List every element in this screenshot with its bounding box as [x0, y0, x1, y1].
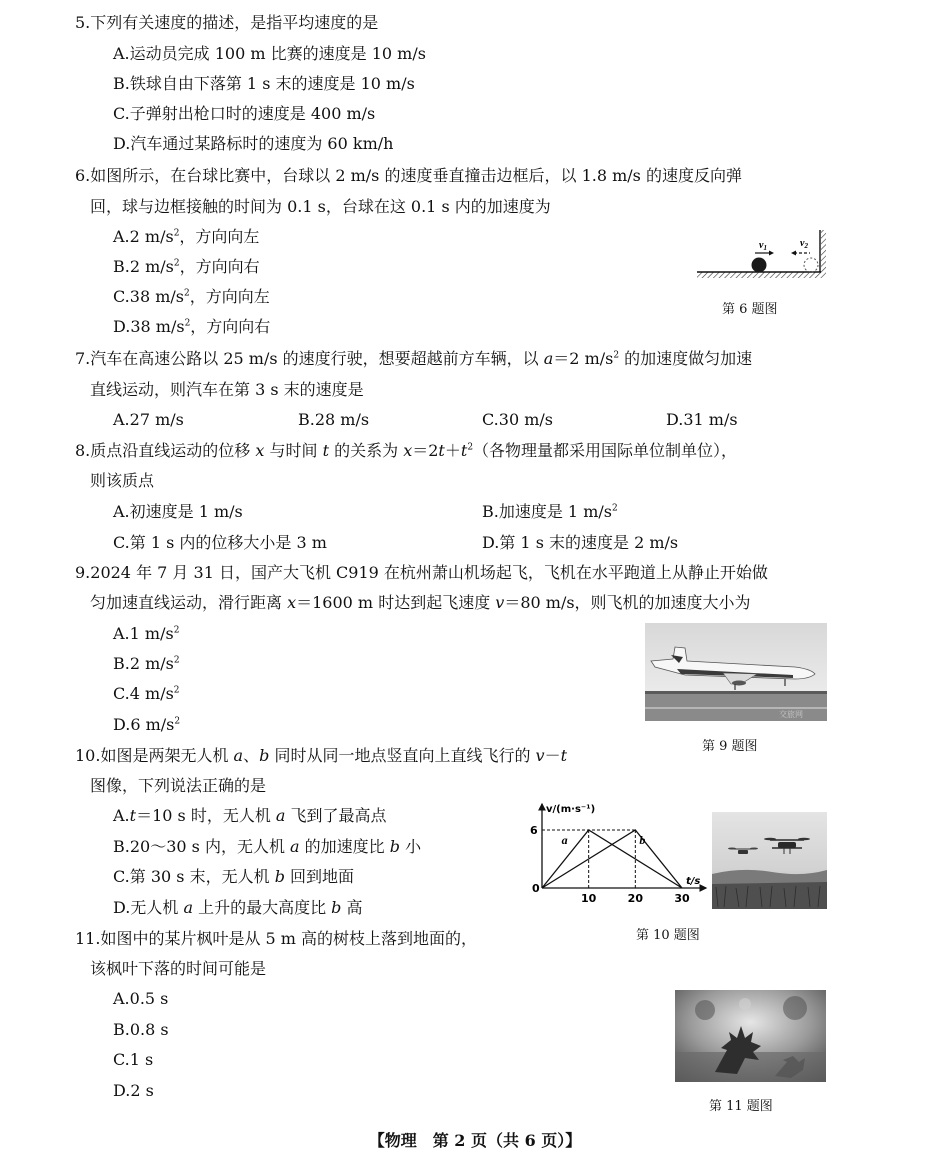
q7-option-c: C.30 m/s	[482, 410, 553, 429]
q11-option-a: A.0.5 s	[113, 989, 169, 1008]
q8-option-b: B.加速度是 1 $m/s^2$	[482, 502, 618, 521]
q9-figure-caption: 第 9 题图	[702, 739, 758, 754]
q6-option-c: C.38 $m/s^2$，方向向左	[113, 287, 270, 306]
q9-option-d: D.6 $m/s^2$	[113, 715, 181, 734]
q9-option-b: B.2 $m/s^2$	[113, 654, 180, 673]
q7-stem-line1: 7.汽车在高速公路以 25 m/s 的速度行驶，想要超越前方车辆，以 a＝2 $m/s^2$ 的加速度做匀加速	[75, 349, 753, 368]
q9-stem-line1: 9.2024 年 7 月 31 日，国产大飞机 C919 在杭州萧山机场起飞，飞机在水平跑道上从静止开始做	[75, 563, 768, 582]
q5-option-d: D.汽车通过某路标时的速度为 60 km/h	[113, 134, 394, 153]
q8-option-d: D.第 1 s 末的速度是 2 m/s	[482, 533, 679, 552]
q7-option-d: D.31 m/s	[666, 410, 738, 429]
q8-stem-line1: 8.质点沿直线运动的位移 x 与时间 t 的关系为 $x=2t+t^2$（各物理量都采用国际单位制单位），	[75, 441, 738, 460]
q5-option-c: C.子弹射出枪口时的速度是 400 m/s	[113, 104, 376, 123]
q6-stem-line1: 6.如图所示，在台球比赛中，台球以 2 m/s 的速度垂直撞击边框后，以 1.8 m/s 的速度反向弹	[75, 166, 742, 185]
series-label-a: a	[561, 833, 568, 847]
q9-option-c: C.4 $m/s^2$	[113, 684, 180, 703]
table-surface-hatch	[697, 272, 821, 278]
q10-option-a: A.t＝10 s 时，无人机 a 飞到了最高点	[113, 806, 387, 825]
q8-stem-line2: 则该质点	[90, 471, 155, 490]
q10-option-b: B.20～30 s 内，无人机 a 的加速度比 b 小	[113, 837, 422, 856]
q6-option-a: A.2 $m/s^2$，方向向左	[113, 227, 260, 246]
q7-option-a: A.27 m/s	[113, 410, 184, 429]
q11-figure-caption: 第 11 题图	[709, 1099, 773, 1114]
q11-option-c: C.1 s	[113, 1050, 154, 1069]
q6-option-b: B.2 $m/s^2$，方向向右	[113, 257, 260, 276]
x-tick-label-10: 10	[581, 892, 597, 905]
q10-option-d: D.无人机 a 上升的最大高度比 b 高	[113, 898, 363, 917]
q5-option-a: A.运动员完成 100 m 比赛的速度是 10 m/s	[113, 44, 426, 63]
q8-option-c: C.第 1 s 内的位移大小是 3 m	[113, 533, 327, 552]
q6-billiard-figure	[695, 228, 827, 284]
rebound-ball-outline	[804, 258, 818, 272]
q11-option-b: B.0.8 s	[113, 1020, 169, 1039]
q11-maple-leaf-photo	[675, 990, 826, 1082]
cushion-hatch	[821, 230, 826, 278]
y-tick-label-6: 6	[530, 824, 538, 837]
photo-watermark: 交旅网	[779, 710, 803, 719]
billiard-ball	[752, 258, 767, 273]
q10-vt-graph	[520, 800, 710, 912]
q5-option-b: B.铁球自由下落第 1 s 末的速度是 10 m/s	[113, 74, 415, 93]
q6-option-d: D.38 $m/s^2$，方向向右	[113, 317, 271, 336]
q10-figure-caption: 第 10 题图	[636, 928, 700, 943]
series-label-b: b	[639, 833, 646, 847]
q9-stem-line2: 匀加速直线运动，滑行距离 x＝1600 m 时达到起飞速度 v＝80 m/s，则飞机的加速度大小为	[90, 593, 751, 612]
q7-stem-line2: 直线运动，则汽车在第 3 s 末的速度是	[90, 380, 364, 399]
x-axis-label: t/s	[686, 876, 701, 887]
q5-stem: 5.下列有关速度的描述，是指平均速度的是	[75, 13, 379, 32]
q11-option-d: D.2 s	[113, 1081, 154, 1100]
page-footer: 【物理 第 2 页（共 6 页）】	[368, 1131, 582, 1150]
x-tick-label-30: 30	[674, 892, 690, 905]
q10-stem-line1: 10.如图是两架无人机 a、b 同时从同一地点竖直向上直线飞行的 v－t	[75, 746, 568, 765]
q11-stem-line2: 该枫叶下落的时间可能是	[90, 959, 267, 978]
v2-arrowhead	[791, 251, 796, 256]
q9-option-a: A.1 $m/s^2$	[113, 624, 180, 643]
q7-option-b: B.28 m/s	[298, 410, 370, 429]
q6-stem-line2: 回，球与边框接触的时间为 0.1 s，台球在这 0.1 s 内的加速度为	[90, 197, 551, 216]
q11-stem-line1: 11.如图中的某片枫叶是从 5 m 高的树枝上落到地面的，	[75, 929, 478, 948]
v2-label: $v_2$	[800, 238, 808, 250]
v1-label: $v_1$	[759, 240, 767, 252]
y-axis-label: v/(m·s⁻¹)	[546, 804, 596, 815]
q6-figure-caption: 第 6 题图	[722, 302, 778, 317]
v1-arrowhead	[769, 251, 774, 256]
q9-airplane-photo	[645, 623, 827, 721]
x-tick-label-20: 20	[627, 892, 643, 905]
q10-drone-photo	[712, 812, 827, 909]
q8-option-a: A.初速度是 1 m/s	[113, 502, 243, 521]
q10-stem-line2: 图像，下列说法正确的是	[90, 776, 267, 795]
q10-option-c: C.第 30 s 末，无人机 b 回到地面	[113, 867, 355, 886]
x-tick-label-0: 0	[532, 882, 540, 895]
